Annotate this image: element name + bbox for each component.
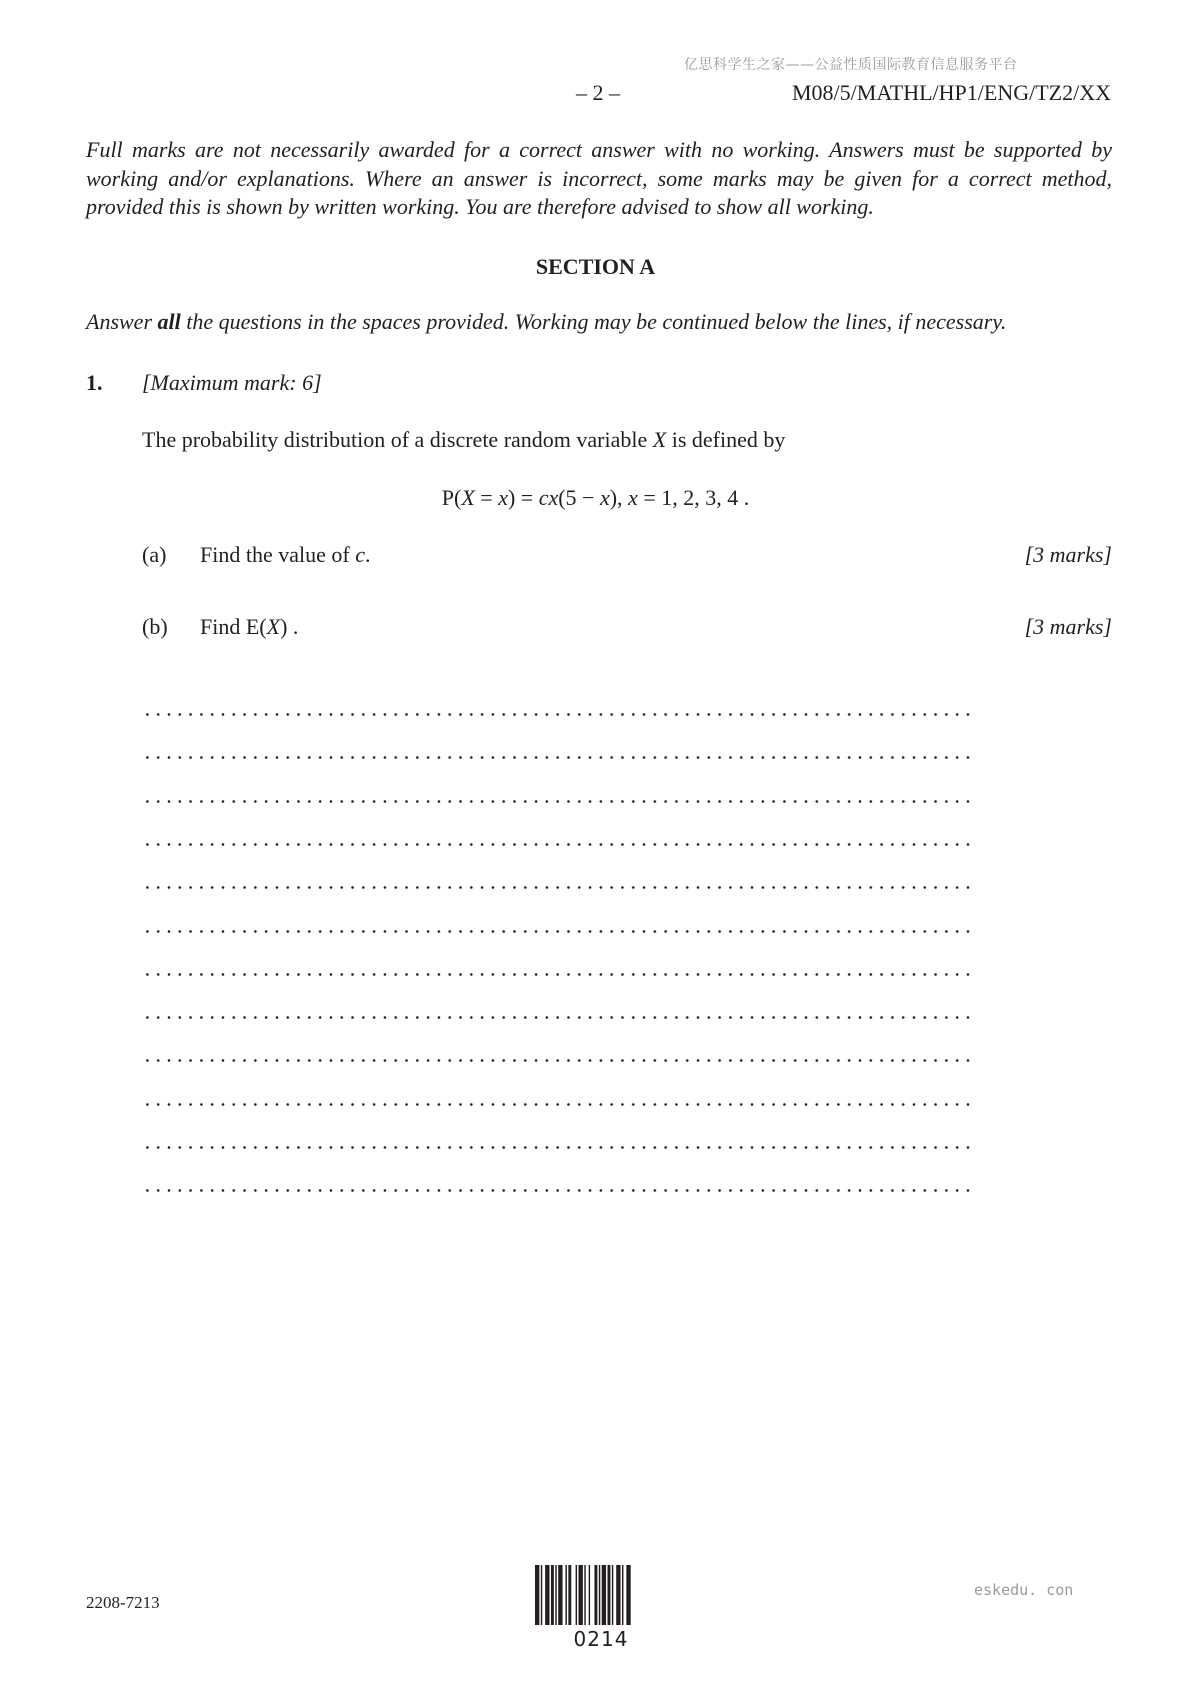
barcode-bar bbox=[608, 1565, 611, 1625]
part-a-text bbox=[200, 542, 370, 568]
section-title: SECTION A bbox=[535, 254, 656, 279]
answer-line bbox=[142, 1059, 972, 1062]
random-variable: X bbox=[652, 427, 667, 452]
section-instruction-emphasis: all bbox=[157, 309, 181, 334]
answer-line bbox=[142, 1103, 972, 1106]
answer-line bbox=[142, 800, 972, 803]
barcode-bar bbox=[568, 1565, 571, 1625]
footer-paper-code: 2208-7213 bbox=[86, 1593, 160, 1612]
answer-line bbox=[142, 756, 972, 759]
formula-x2: x bbox=[599, 485, 610, 510]
barcode-bar bbox=[576, 1565, 577, 1625]
section-instruction-end: the questions in the spaces provided. Working may be continued below the lines, if necessary. bbox=[180, 309, 1007, 334]
barcode-bar bbox=[558, 1565, 562, 1625]
part-a-label: (a) bbox=[142, 542, 167, 567]
question-max-mark: [Maximum mark: 6] bbox=[142, 370, 322, 395]
page-number: – 2 – bbox=[576, 80, 620, 105]
question-stem-end: is defined by bbox=[666, 427, 786, 452]
formula-cx: cx bbox=[538, 485, 559, 510]
answer-line bbox=[142, 713, 972, 716]
part-b-label: (b) bbox=[142, 614, 168, 639]
question-stem bbox=[142, 427, 785, 453]
barcode-bar bbox=[626, 1565, 630, 1625]
probability-formula bbox=[0, 485, 1191, 511]
barcode-bar bbox=[616, 1565, 620, 1625]
barcode-bar bbox=[622, 1565, 623, 1625]
barcode-bar bbox=[545, 1565, 549, 1625]
formula-x: x bbox=[498, 485, 508, 510]
formula-values: = 1, 2, 3, 4 . bbox=[637, 485, 750, 510]
question-number: 1. bbox=[86, 370, 103, 395]
answer-line bbox=[142, 1189, 972, 1192]
barcode-bar bbox=[551, 1565, 554, 1625]
general-instructions: Full marks are not necessarily awarded for a correct answer with no working. Answers must be supported by working and/or explanations. Where an answer is incorrect, some marks may be given for a correct method, provided this is shown by written working. You are therefore advised to show all working. bbox=[86, 137, 1112, 219]
section-instruction-start: Answer bbox=[86, 309, 158, 334]
barcode-bar bbox=[602, 1565, 606, 1625]
part-a-text-start: Find the value of bbox=[200, 542, 356, 567]
barcode-bar bbox=[541, 1565, 542, 1625]
answer-line bbox=[142, 1146, 972, 1149]
part-b-text-end: ) . bbox=[280, 614, 299, 639]
answer-line bbox=[142, 930, 972, 933]
paper-code: M08/5/MATHL/HP1/ENG/TZ2/XX bbox=[792, 80, 1111, 105]
answer-line bbox=[142, 886, 972, 889]
barcode-number: 0214 bbox=[573, 1627, 629, 1651]
barcode-bar bbox=[565, 1565, 566, 1625]
barcode-bar bbox=[599, 1565, 600, 1625]
formula-X: X bbox=[461, 485, 475, 510]
barcode-bar bbox=[584, 1565, 585, 1625]
question-stem-start: The probability distribution of a discrete random variable bbox=[142, 427, 653, 452]
formula-paren-close: ), bbox=[609, 485, 629, 510]
part-a-marks: [3 marks] bbox=[1024, 542, 1112, 567]
barcode bbox=[535, 1565, 667, 1625]
watermark-header: 亿思科学生之家——公益性质国际教育信息服务平台 bbox=[684, 57, 1018, 73]
formula-x3: x bbox=[628, 485, 638, 510]
part-b-marks: [3 marks] bbox=[1024, 614, 1112, 639]
barcode-bar bbox=[594, 1565, 597, 1625]
barcode-bar bbox=[612, 1565, 613, 1625]
formula-p-open: P( bbox=[441, 485, 462, 510]
part-b-var: X bbox=[266, 614, 281, 639]
part-a-text-end: . bbox=[364, 542, 371, 567]
formula-p-close: ) = bbox=[507, 485, 539, 510]
section-instruction bbox=[86, 309, 1126, 335]
answer-line bbox=[142, 1016, 972, 1019]
watermark-footer: eskedu. con bbox=[974, 1581, 1074, 1599]
part-a-var: c bbox=[355, 542, 365, 567]
barcode-bar bbox=[535, 1565, 539, 1625]
formula-paren-open: (5 − bbox=[558, 485, 600, 510]
barcode-bar bbox=[579, 1565, 583, 1625]
answer-line bbox=[142, 973, 972, 976]
part-b-text bbox=[200, 614, 298, 640]
formula-eq: = bbox=[474, 485, 499, 510]
barcode-bar bbox=[555, 1565, 556, 1625]
answer-line bbox=[142, 843, 972, 846]
barcode-bar bbox=[589, 1565, 590, 1625]
part-b-text-start: Find E( bbox=[200, 614, 267, 639]
